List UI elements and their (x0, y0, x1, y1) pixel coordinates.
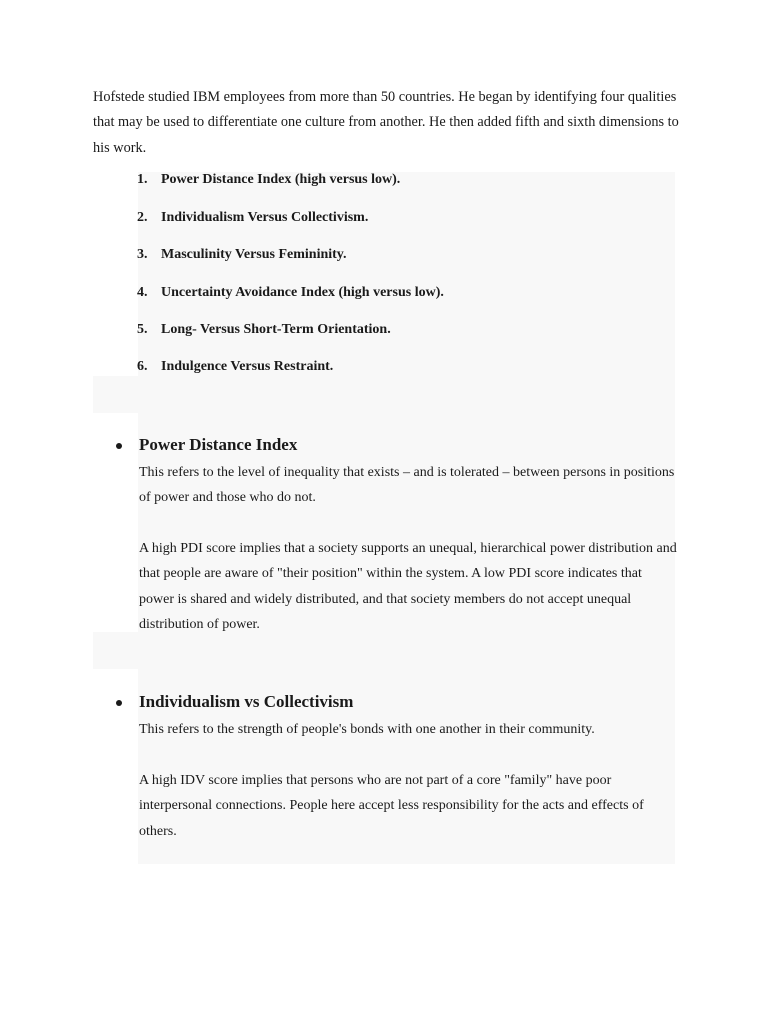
dimension-label: Indulgence Versus Restraint. (161, 359, 334, 374)
dimension-item (137, 245, 347, 265)
bullet-icon (114, 698, 124, 708)
dimension-number: 5. (137, 322, 148, 337)
section-paragraph: A high IDV score implies that persons who are not part of a core "family" have poor interpersonal connections. People here accept less responsibility for the acts and effects of others. (139, 773, 644, 839)
dimension-label: Uncertainty Avoidance Index (high versus low). (161, 285, 444, 300)
dimension-label: Power Distance Index (high versus low). (161, 172, 401, 187)
dimension-label: Individualism Versus Collectivism. (161, 210, 369, 225)
dimension-number: 6. (137, 359, 148, 374)
section-heading: Individualism vs Collectivism (139, 692, 354, 711)
content-shade-notch (93, 376, 138, 413)
bullet-icon (114, 441, 124, 451)
section-heading: Power Distance Index (139, 435, 298, 454)
dimension-item (137, 283, 444, 303)
dimension-number: 3. (137, 247, 148, 262)
dimension-item (137, 208, 368, 228)
dimension-item (137, 320, 391, 340)
content-shade-notch-2 (93, 632, 138, 669)
intro-paragraph: Hofstede studied IBM employees from more than 50 countries. He began by identifying four qualities that may be used to differentiate one culture from another. He then added fifth and sixth dimensions to his work. (93, 89, 679, 156)
section-paragraph: This refers to the strength of people's bonds with one another in their community. (139, 722, 595, 737)
dimension-item (137, 357, 333, 377)
dimension-item (137, 170, 400, 190)
dimension-label: Long- Versus Short-Term Orientation. (161, 322, 391, 337)
dimension-number: 4. (137, 285, 148, 300)
content-shade (138, 172, 675, 864)
dimension-number: 2. (137, 210, 148, 225)
section-paragraph: A high PDI score implies that a society supports an unequal, hierarchical power distribution and that people are aware of "their position" within the system. A low PDI score indicates that power is shared and widely distributed, and that society members do not accept unequal distribution of power. (139, 541, 677, 632)
dimension-number: 1. (137, 172, 148, 187)
section-paragraph: This refers to the level of inequality that exists – and is tolerated – between persons in positions of power and those who do not. (139, 465, 675, 506)
dimension-label: Masculinity Versus Femininity. (161, 247, 347, 262)
